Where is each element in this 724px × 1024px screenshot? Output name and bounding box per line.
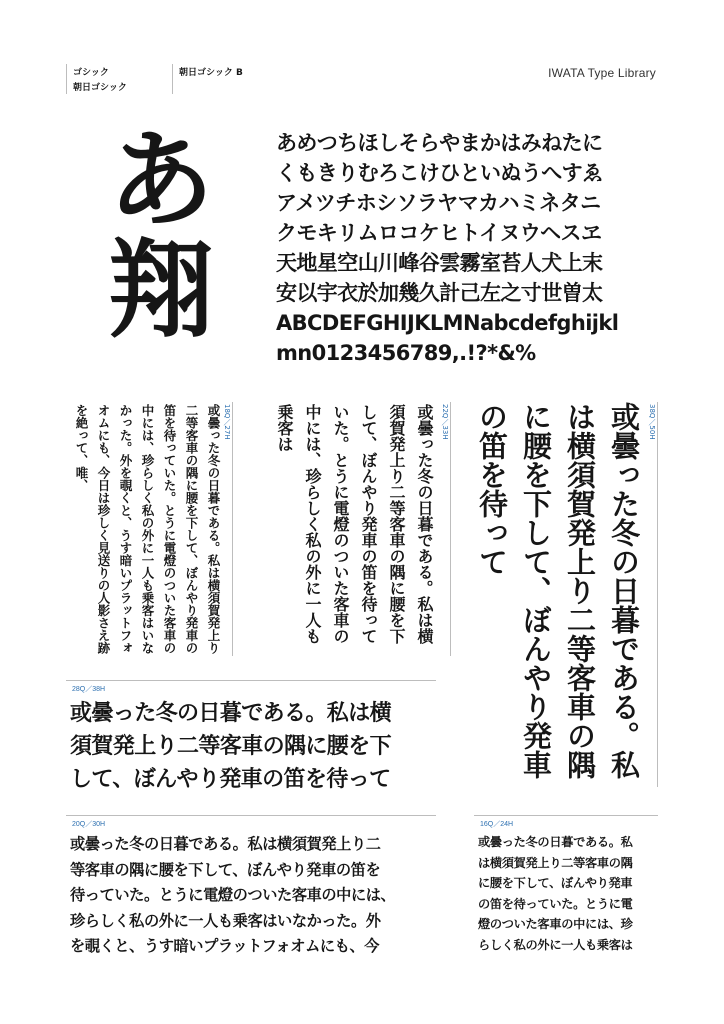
text-line: 或曇った冬の日暮である。私は横須賀発上り二 (70, 835, 381, 853)
vertical-text-18q: 或曇った冬の日暮である。私は横須賀発上り二等客車の隅に腰を下して、ぼんやり発車の笛を待っていた。とうに電燈のついた客車の中には、珍らしく私の外に一人も乗客はいなかった。外を覗くと、うす暗いプラットフォオムにも、今日は珍しく見送りの人影さえ跡を絶って、唯、 (74, 404, 221, 654)
header-divider-right (172, 64, 173, 94)
sample-line: 天地星空山川峰谷雲霧室苔人犬上末 (276, 251, 603, 275)
size-tag-20q: 20Q／30H (72, 821, 106, 828)
size-tag-16q: 16Q／24H (480, 821, 514, 828)
text-line: 珍らしく私の外に一人も乗客はいなかった。外 (70, 911, 381, 930)
brand-title: IWATA Type Library (548, 66, 656, 80)
sample-line: 安以宇衣於加幾久計己左之寸世曽太 (276, 281, 603, 305)
category-line-1: ゴシック (73, 68, 109, 78)
vertical-text-38q: 或曇った冬の日暮である。私は横須賀発上り二等客車の隅に腰を下して、ぼんやり発車の笛を待って (475, 402, 641, 779)
text-line: 待っていた。とうに電燈のついた客車の中には、 (70, 886, 396, 904)
header-divider-left (66, 64, 67, 94)
divider-38q (657, 402, 658, 787)
character-samples (276, 128, 618, 368)
size-tag-38q: 38Q／50H (648, 404, 656, 440)
font-name: 朝日ゴシック B (179, 68, 243, 78)
horizontal-text-16q (478, 832, 662, 955)
hero-glyphs (108, 119, 210, 352)
hero-char-kanji: 翔 (108, 229, 210, 352)
hero-char-hiragana: あ (108, 119, 210, 242)
sample-line: ABCDEFGHIJKLMNabcdefghijkl (276, 311, 619, 335)
category-line-2: 朝日ゴシック (73, 83, 127, 93)
sample-line: くもきりむろこけひといぬうへすゑ (276, 161, 603, 185)
text-line: を覗くと、うす暗いプラットフォオムにも、今 (70, 937, 380, 955)
sample-line: アメツチホシソラヤマカハミネタニ (276, 191, 601, 215)
text-line: 須賀発上り二等客車の隅に腰を下 (70, 734, 392, 759)
category-label (73, 66, 127, 96)
size-tag-28q: 28Q／38H (72, 686, 106, 693)
text-line: の笛を待っていた。とうに電 (478, 896, 633, 911)
text-line: 燈のついた客車の中には、珍 (478, 917, 633, 931)
divider-18q (232, 402, 233, 656)
rule-16q (474, 815, 658, 816)
text-line: らしく私の外に一人も乗客は (478, 937, 633, 952)
horizontal-text-20q (70, 832, 440, 960)
horizontal-text-28q (70, 697, 440, 796)
sample-line: mn0123456789,.!?*&% (276, 341, 536, 365)
text-line: は横須賀発上り二等客車の隅 (478, 855, 633, 870)
sample-line: クモキリムロコケヒトイヌウヘスヱ (276, 221, 602, 245)
text-line: して、ぼんやり発車の笛を待って (70, 767, 391, 792)
size-tag-18q: 18Q／27H (223, 404, 231, 440)
rule-28q (66, 680, 436, 681)
rule-20q (66, 815, 436, 816)
vertical-text-22q: 或曇った冬の日暮である。私は横須賀発上り二等客車の隅に腰を下して、ぼんやり発車の笛を待っていた。とうに電燈のついた客車の中には、珍らしく私の外に一人も乗客は (275, 404, 434, 644)
divider-22q (450, 402, 451, 656)
sample-line: あめつちほしそらやまかはみねたに (276, 131, 603, 155)
text-line: 或曇った冬の日暮である。私 (478, 835, 633, 849)
size-tag-22q: 22Q／33H (441, 404, 449, 440)
text-line: 或曇った冬の日暮である。私は横 (70, 701, 392, 726)
text-line: に腰を下して、ぼんやり発車 (478, 876, 633, 890)
text-line: 等客車の隅に腰を下して、ぼんやり発車の笛を (70, 860, 381, 879)
